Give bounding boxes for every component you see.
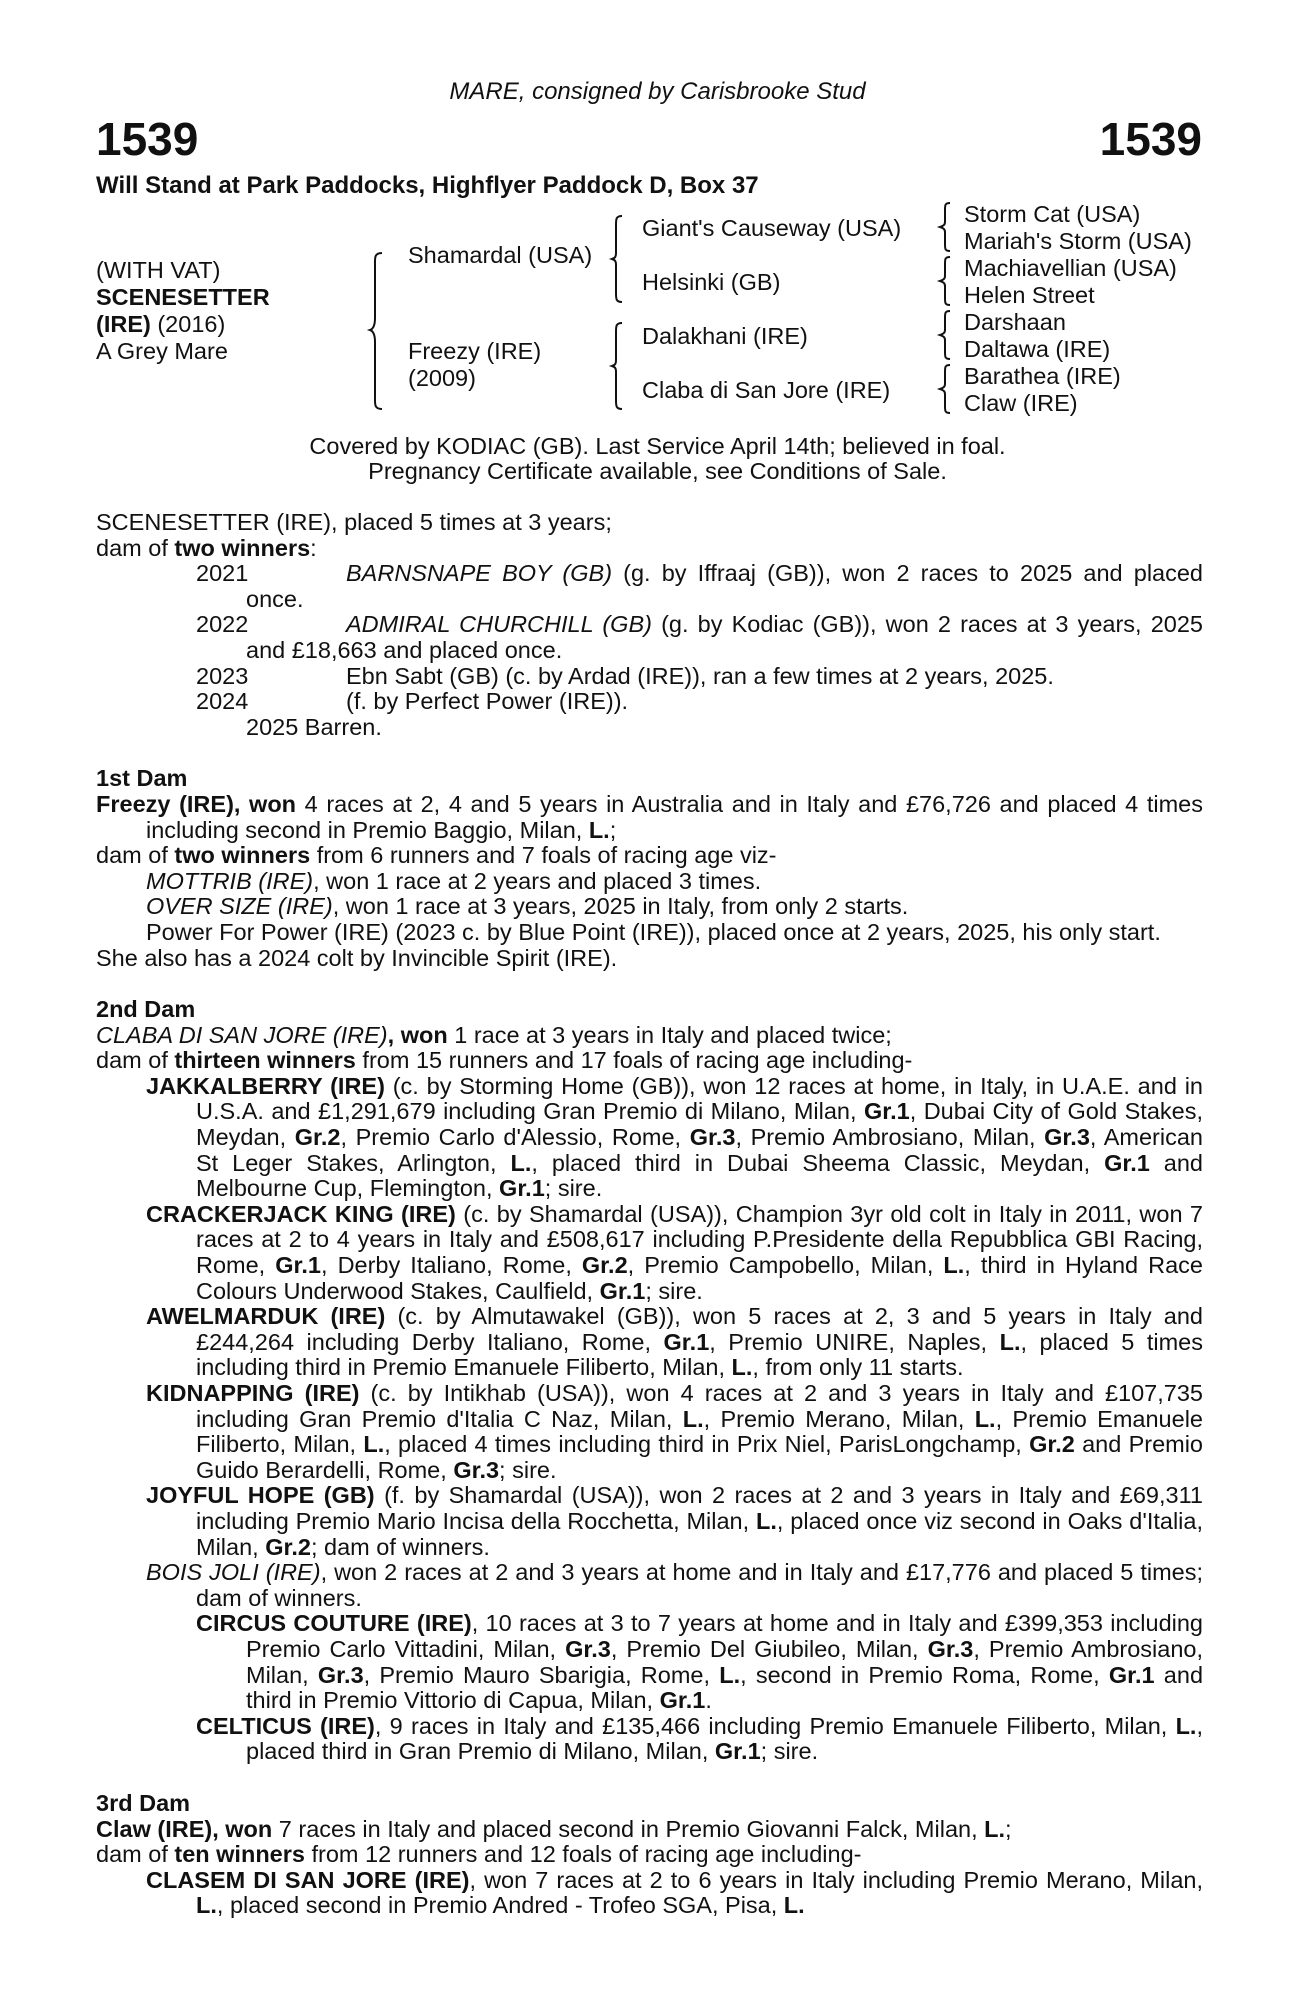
produce-name: JAKKALBERRY (IRE) [146,1072,385,1099]
produce-text: (c. by Intikhab (USA)), won 4 races at 2 and 3 years in Italy and £107,735 including Gran Premio d'Italia C Naz, Milan, [196,1380,1203,1432]
subject-year: (2016) [157,311,226,337]
race-grade: Gr.1 [663,1328,710,1355]
race-grade: L. [719,1661,741,1688]
produce-name: CIRCUS COUTURE (IRE) [196,1610,472,1637]
pedigree-dam-dam: Claba di San Jore (IRE) [642,377,891,403]
produce-text: , 10 races at 3 to 7 years at home and in Italy and £399,353 including Premio Carlo Vittadini, Milan, [246,1610,1203,1662]
produce-name: CLASEM DI SAN JORE (IRE) [146,1866,470,1893]
produce-row [96,561,1203,612]
lot-number-right: 1539 [1099,113,1202,165]
second-dam-won: , won [387,1021,448,1048]
race-grade: L. [363,1431,385,1458]
third-dam-heading: 3rd Dam [96,1789,191,1816]
produce-text: (f. by Shamardal (USA)), won 2 races at 2 and 3 years in Italy and £69,311 including Premio Mario Incisa della Rocchetta, Milan, [196,1482,1203,1534]
first-dam-produce-2 [96,894,1203,920]
produce-text: . [705,1687,712,1714]
produce-text: ; sire. [544,1175,603,1202]
pedigree-dsd: Daltawa (IRE) [964,336,1111,362]
record-dam-of-pre: dam of [96,534,175,561]
first-dam-record [96,792,1203,843]
first-dam-name: Freezy (IRE) [96,790,234,817]
first-dam-dam-of [96,843,1203,869]
produce-name: BOIS JOLI (IRE) [146,1559,321,1586]
produce-name: KIDNAPPING (IRE) [146,1380,360,1406]
race-grade: L. [974,1405,996,1432]
produce-text: ; sire. [499,1456,557,1483]
produce-row [96,664,1203,690]
third-dam-end: ; [1005,1815,1012,1842]
pedigree-ssd: Mariah's Storm (USA) [964,228,1192,254]
subject-description: A Grey Mare [96,338,228,364]
first-dam-end: ; [609,816,617,843]
record-dam-of-post: : [310,534,317,561]
produce-text: , won 2 races at 2 and 3 years at home and in Italy and £17,776 and placed 5 times; dam of winners. [196,1559,1203,1611]
pedigree-sire: Shamardal (USA) [408,242,593,268]
second-dam-record [96,1023,1203,1049]
race-grade: Gr.1 [863,1098,910,1125]
race-grade: Gr.2 [581,1252,628,1279]
record-dam-of [96,536,1203,562]
third-dam-name: Claw (IRE) [96,1815,213,1842]
dam-of-pre: dam of [96,1841,175,1868]
pedigree-dss: Darshaan [964,309,1066,335]
produce-text: , Premio Mauro Sbarigia, Rome, [363,1661,720,1688]
pedigree-ddd: Claw (IRE) [964,390,1078,416]
produce-text: Ebn Sabt (GB) (c. by Ardad (IRE)), ran a few times at 2 years, 2025. [346,662,1054,689]
first-dam-text: 4 races at 2, 4 and 5 years in Australia and in Italy and £76,726 and placed 4 times including second in Premio Baggio, Milan, [146,790,1204,843]
race-grade: Gr.1 [659,1687,706,1714]
produce-text: , placed once viz second in Oaks d'Italia, Milan, [196,1507,1203,1560]
produce-text: , placed third in Dubai Sheema Classic, Meydan, [531,1149,1105,1176]
produce-year: 2022 [196,611,249,638]
produce-name: ADMIRAL CHURCHILL (GB) [346,611,652,638]
pedigree-dds: Barathea (IRE) [964,363,1121,389]
race-grade: L. [1175,1712,1197,1739]
subject-name-line2 [96,311,225,338]
pedigree-dam-sire: Dalakhani (IRE) [642,323,808,349]
produce-clasem-di-san-jore [96,1868,1203,1919]
covering-line2: Pregnancy Certificate available, see Conditions of Sale. [368,458,947,484]
pedigree-bracket-ss [940,202,954,252]
subject-vat: (WITH VAT) [96,257,221,283]
dam-of-post: from 15 runners and 17 foals of racing age including- [355,1047,913,1074]
dam-of-bold: thirteen winners [174,1047,356,1074]
produce-text: (c. by Almutawakel (GB)), won 5 races at 2, 3 and 5 years in Italy and £244,264 including Derby Italiano, Rome, [196,1303,1203,1355]
produce-celticus [96,1714,1203,1765]
second-dam-name: CLABA DI SAN JORE (IRE) [96,1021,388,1048]
produce-text: , Premio Ambrosiano, Milan, [246,1635,1204,1688]
pedigree-sss: Storm Cat (USA) [964,201,1141,227]
produce-text: , third in Hyland Race Colours Underwood Stakes, Caulfield, [196,1252,1203,1304]
pedigree-bracket-main [370,252,390,412]
pedigree-dam: Freezy (IRE) [408,338,542,364]
produce-text: (g. by Iffraaj (GB)), won 2 races to 2025 and placed once. [246,560,1203,612]
third-dam-record [96,1817,1203,1843]
race-grade: L. [682,1405,704,1432]
produce-bois-joli [96,1560,1203,1611]
race-grade: Gr.3 [1044,1124,1090,1151]
produce-text: , placed third in Gran Premio di Milano, Milan, [246,1712,1203,1765]
produce-text: and Melbourne Cup, Flemington, [196,1149,1204,1202]
race-grade: L. [756,1507,777,1534]
race-grade: Gr.1 [599,1277,646,1304]
produce-text: ; sire. [645,1277,703,1304]
race-grade: Gr.1 [499,1175,545,1202]
dam-of-bold: ten winners [174,1841,305,1868]
third-dam-dam-of [96,1842,1203,1868]
produce-text: ; sire. [760,1738,819,1765]
produce-text: (c. by Shamardal (USA)), Champion 3yr old colt in Italy in 2011, won 7 races at 2 to 4 years in Italy and £508,617 including P.Presidente della Repubblica GBI Racing, Rome, [196,1200,1203,1279]
record-dam-of-bold: two winners [174,534,311,561]
dam-of-post: from 6 runners and 7 foals of racing age viz- [310,842,777,869]
pedigree-bracket-sire [612,215,626,305]
produce-row [96,689,1203,715]
produce-text: , Premio Merano, Milan, [703,1405,975,1432]
race-grade: Gr.3 [453,1456,500,1483]
produce-text: (c. by Storming Home (GB)), won 12 races at home, in Italy, in U.A.E. and in U.S.A. and £1,291,679 including Gran Premio di Milano, Milan, [196,1072,1203,1125]
pedigree-bracket-dam [612,322,626,412]
race-grade: Gr.3 [317,1661,364,1688]
first-dam-produce-1 [96,869,1203,895]
catalogue-body [96,510,1203,1919]
produce-text: , Premio Carlo d'Alessio, Rome, [340,1124,690,1151]
produce-joyful-hope [96,1483,1203,1560]
pedigree-sds: Machiavellian (USA) [964,255,1177,281]
second-dam-heading: 2nd Dam [96,996,196,1023]
race-grade: L. [999,1328,1021,1355]
produce-crackerjack-king [96,1202,1203,1304]
race-grade: Gr.3 [565,1635,611,1662]
produce-text: (f. by Perfect Power (IRE)). [346,688,629,715]
produce-circus-couture [96,1611,1203,1713]
race-grade: Gr.1 [1104,1149,1150,1176]
record-line1: SCENESETTER (IRE), placed 5 times at 3 years; [96,509,612,535]
produce-text: , from only 11 starts. [752,1354,964,1381]
first-dam-won: , won [233,790,297,817]
race-grade: L. [984,1815,1006,1842]
dam-of-pre: dam of [96,1047,175,1074]
stand-info: Will Stand at Park Paddocks, Highflyer Paddock D, Box 37 [96,172,759,199]
produce-text: and Premio Guido Berardelli, Rome, [196,1431,1203,1483]
produce-name: OVER SIZE (IRE) [146,893,333,920]
pedigree-bracket-sd [940,256,954,306]
first-dam-heading: 1st Dam [96,765,188,792]
produce-name: AWELMARDUK (IRE) [146,1303,386,1330]
produce-year: 2021 [196,560,249,587]
produce-text: , Premio Del Giubileo, Milan, [610,1635,928,1662]
produce-text: , 9 races in Italy and £135,466 including Premio Emanuele Filiberto, Milan, [374,1712,1176,1739]
produce-text: , won 1 race at 2 years and placed 3 times. [313,867,762,894]
produce-text: and third in Premio Vittorio di Capua, Milan, [246,1661,1204,1714]
produce-text: , Derby Italiano, Rome, [321,1252,582,1279]
second-dam-text: 1 race at 3 years in Italy and placed twice; [447,1021,892,1048]
produce-text: , second in Premio Roma, Rome, [740,1661,1109,1688]
produce-text: , Premio UNIRE, Naples, [709,1328,1000,1355]
consignment-line: MARE, consigned by Carisbrooke Stud [449,78,866,105]
pedigree-bracket-ds [940,310,954,360]
produce-text: , Premio Emanuele Filiberto, Milan, [196,1405,1203,1458]
produce-text: , Premio Ambrosiano, Milan, [735,1124,1045,1151]
race-grade: L. [943,1252,965,1279]
race-grade: Gr.3 [927,1635,974,1662]
produce-text: , won 7 races at 2 to 6 years in Italy including Premio Merano, Milan, [469,1866,1203,1893]
produce-text: , American St Leger Stakes, Arlington, [196,1124,1203,1176]
produce-text: , Premio Campobello, Milan, [627,1252,944,1279]
pedigree-sire-sire: Giant's Causeway (USA) [642,215,902,241]
produce-text: (g. by Kodiac (GB)), won 2 races at 3 years, 2025 and £18,663 and placed once. [246,611,1203,663]
race-grade: Gr.1 [275,1252,321,1279]
produce-name: BARNSNAPE BOY (GB) [346,560,613,587]
race-grade: Gr.2 [265,1533,311,1560]
race-grade: Gr.3 [689,1124,736,1151]
first-dam-produce-3: Power For Power (IRE) (2023 c. by Blue Point (IRE)), placed once at 2 years, 2025, his only start. [146,918,1161,945]
pedigree-bracket-dd [940,364,954,414]
produce-year: 2024 [196,688,249,715]
produce-text: , placed second in Premio Andred - Trofeo SGA, Pisa, [216,1892,784,1919]
produce-jakkalberry [96,1074,1203,1202]
produce-name: JOYFUL HOPE (GB) [146,1482,375,1509]
race-grade: Gr.1 [1108,1661,1155,1688]
dam-of-bold: two winners [174,842,311,869]
subject-suffix: (IRE) [96,311,151,337]
produce-text: , placed 5 times including third in Premio Emanuele Filiberto, Milan, [196,1328,1203,1381]
produce-kidnapping [96,1381,1203,1483]
third-dam-text: 7 races in Italy and placed second in Premio Giovanni Falck, Milan, [272,1815,985,1842]
lot-number-left: 1539 [96,113,199,165]
produce-text: , Dubai City of Gold Stakes, Meydan, [196,1098,1203,1151]
third-dam-won: , won [212,1815,273,1842]
produce-text: , placed 4 times including third in Prix Niel, ParisLongchamp, [384,1431,1030,1458]
race-grade: L. [588,816,610,843]
race-grade: L. [731,1354,753,1381]
produce-awelmarduk [96,1304,1203,1381]
first-dam-also: She also has a 2024 colt by Invincible Spirit (IRE). [96,944,618,971]
pedigree-sdd: Helen Street [964,282,1095,308]
race-grade: L. [196,1892,217,1919]
produce-name: CRACKERJACK KING (IRE) [146,1200,456,1227]
race-grade: Gr.2 [1029,1431,1075,1458]
produce-row [96,612,1203,663]
dam-of-post: from 12 runners and 12 foals of racing age including- [304,1841,862,1868]
race-grade: Gr.2 [294,1124,341,1151]
race-grade: Gr.1 [714,1738,761,1765]
pedigree-dam-year: (2009) [408,365,476,391]
produce-text: ; dam of winners. [310,1533,490,1560]
race-grade: L. [783,1892,805,1919]
pedigree-sire-dam: Helsinki (GB) [642,269,781,295]
produce-text: , won 1 race at 3 years, 2025 in Italy, from only 2 starts. [332,893,909,920]
produce-name: MOTTRIB (IRE) [146,867,314,894]
subject-name: SCENESETTER [96,284,270,310]
produce-year: 2023 [196,662,249,689]
covering-line1: Covered by KODIAC (GB). Last Service April 14th; believed in foal. [309,433,1006,459]
produce-name: CELTICUS (IRE) [196,1712,375,1739]
race-grade: L. [510,1149,532,1176]
second-dam-dam-of [96,1048,1203,1074]
dam-of-pre: dam of [96,842,175,869]
produce-barren: 2025 Barren. [246,713,382,740]
